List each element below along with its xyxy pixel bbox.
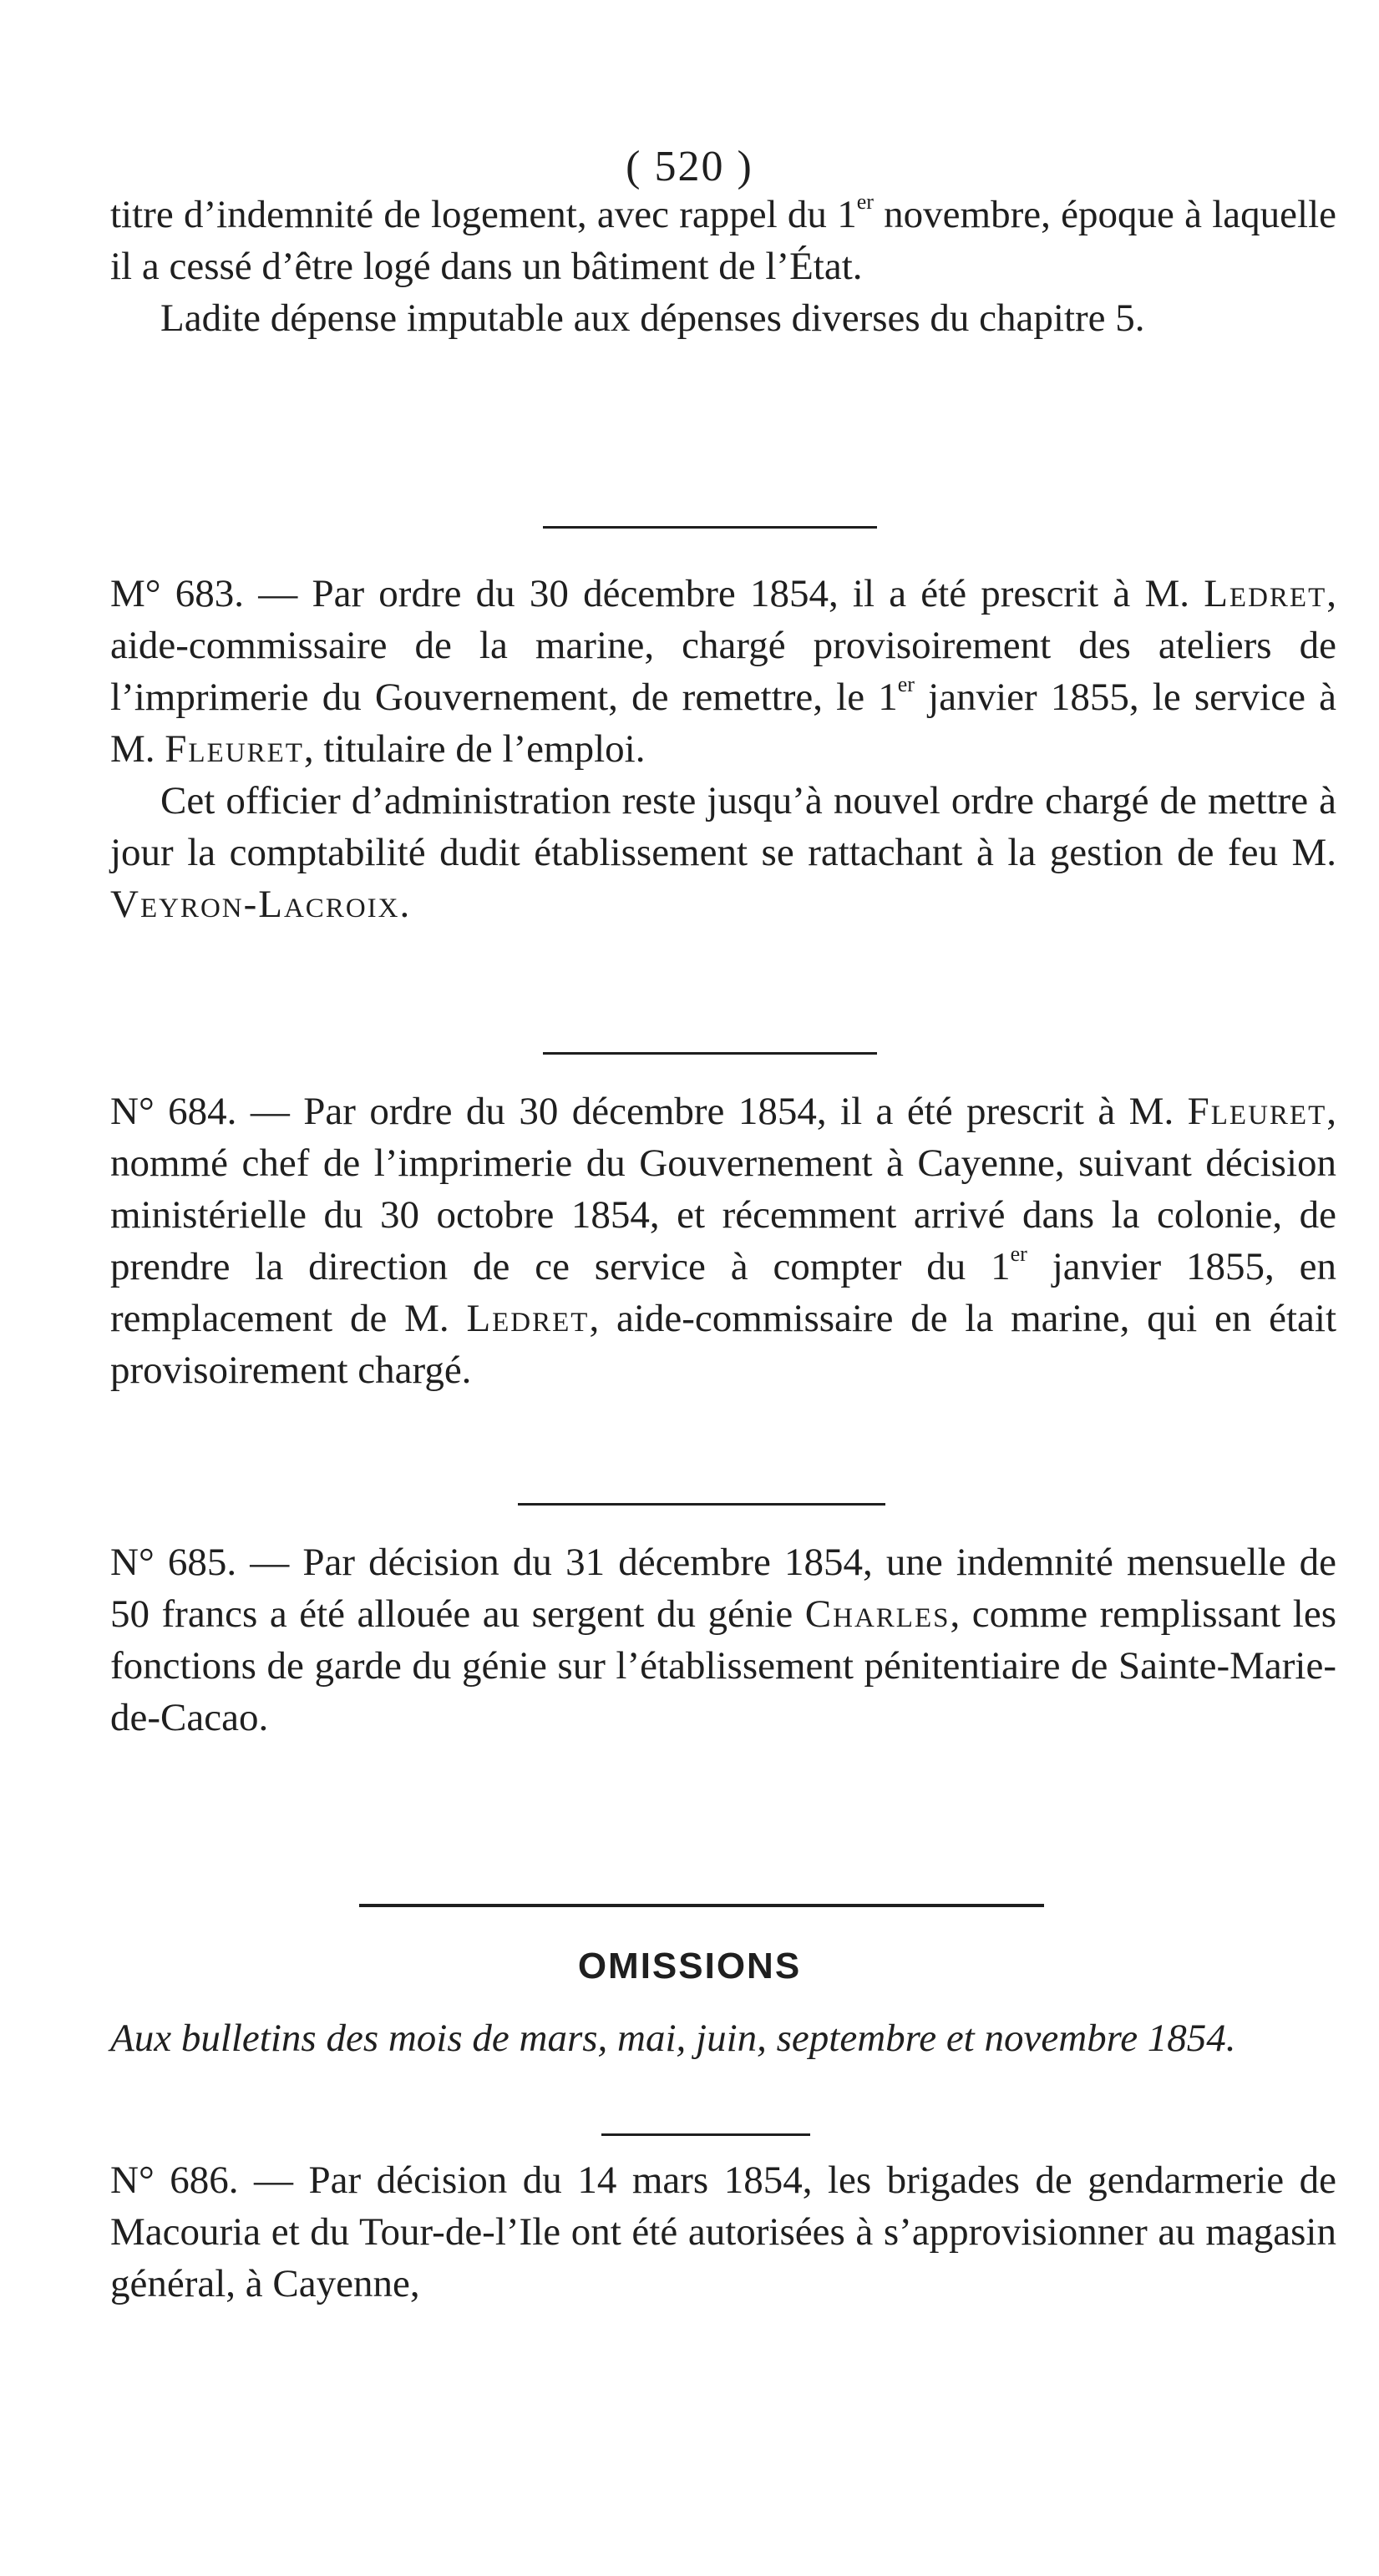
separator-rule (543, 1052, 877, 1055)
entry-number: N° 686. (110, 2158, 239, 2202)
entry-number: M° 683. (110, 572, 245, 615)
continuation-note: Ladite dépense imputable aux dépenses diverses du chapitre 5. (160, 296, 1145, 340)
entry-683 (110, 568, 1336, 930)
entry-text: Cet officier d’administration reste jusqu’à nouvel ordre chargé de mettre à jour la comptabilité dudit établissement se rattachant à la gestion de feu M. (110, 779, 1336, 874)
entry-text: , aide-commissaire de la marine, qui en était provisoirement chargé. (110, 1297, 1336, 1392)
person-name: Charles (804, 1592, 951, 1636)
continuation-paragraph (110, 189, 1336, 292)
person-name: Fleuret (1187, 1090, 1327, 1133)
person-name: Fleuret (165, 727, 304, 771)
separator-rule (601, 2133, 810, 2136)
person-name: Ledret (1204, 572, 1327, 615)
omissions-heading: OMISSIONS (577, 1946, 802, 1986)
person-name: Ledret (466, 1297, 590, 1340)
entry-text: , aide-commissaire de la marine, chargé provisoirement des ateliers de l’imprimerie du Gouvernement, de remettre, le 1 (110, 572, 1336, 719)
entry-683-second-paragraph (110, 775, 1336, 930)
entry-686 (110, 2154, 1336, 2310)
entry-number: N° 684. (110, 1090, 237, 1133)
entry-text: janvier 1855, en remplacement de M. (110, 1245, 1336, 1340)
entry-683-paragraph (110, 568, 1336, 775)
continuation-block (110, 189, 1336, 344)
entry-text: — Par décision du 14 mars 1854, les brigades de gendarmerie de Macouria et du Tour-de-l’Ile ont été autorisées à s’approvisionner au magasin général, à Cayenne, (110, 2158, 1336, 2305)
entry-text: . (399, 883, 410, 926)
omissions-subheading: Aux bulletins des mois de mars, mai, juin, septembre et novembre 1854. (110, 2017, 1236, 2060)
entry-text: — Par décision du 31 décembre 1854, une indemnité mensuelle de 50 francs a été allouée au sergent du génie (110, 1541, 1336, 1636)
person-name: Veyron-Lacroix (110, 883, 400, 926)
entry-685-paragraph (110, 1536, 1336, 1743)
separator-rule (518, 1503, 885, 1506)
ordinal-sup: er (1010, 1242, 1027, 1266)
page-number: ( 520 ) (626, 143, 753, 190)
ordinal-sup: er (897, 672, 915, 696)
entry-text: , titulaire de l’emploi. (303, 727, 646, 771)
entry-685 (110, 1536, 1336, 1743)
separator-rule (543, 526, 877, 529)
continuation-tail: novembre, époque à laquelle il a cessé d’être logé dans un bâtiment de l’État. (110, 193, 1337, 288)
entry-number: N° 685. (110, 1541, 237, 1584)
entry-text: , nommé chef de l’imprimerie du Gouvernement à Cayenne, suivant décision ministérielle du 30 octobre 1854, et récemment arrivé dans la colonie, de prendre la direction de ce service à compter du 1 (110, 1090, 1336, 1288)
entry-text: janvier 1855, le service à M. (110, 676, 1336, 771)
continuation-sup: er (856, 190, 874, 214)
entry-text: , comme remplissant les fonctions de garde du génie sur l’établissement pénitentiaire de Sainte-Marie-de-Cacao. (110, 1592, 1337, 1739)
entry-686-paragraph (110, 2154, 1336, 2310)
entry-text: — Par ordre du 30 décembre 1854, il a été prescrit à M. (244, 572, 1204, 615)
section-rule (359, 1904, 1044, 1907)
entry-text: — Par ordre du 30 décembre 1854, il a été prescrit à M. (236, 1090, 1188, 1133)
entry-684-paragraph (110, 1086, 1336, 1396)
continuation-text: titre d’indemnité de logement, avec rappel du 1 (110, 193, 857, 236)
entry-684 (110, 1086, 1336, 1396)
